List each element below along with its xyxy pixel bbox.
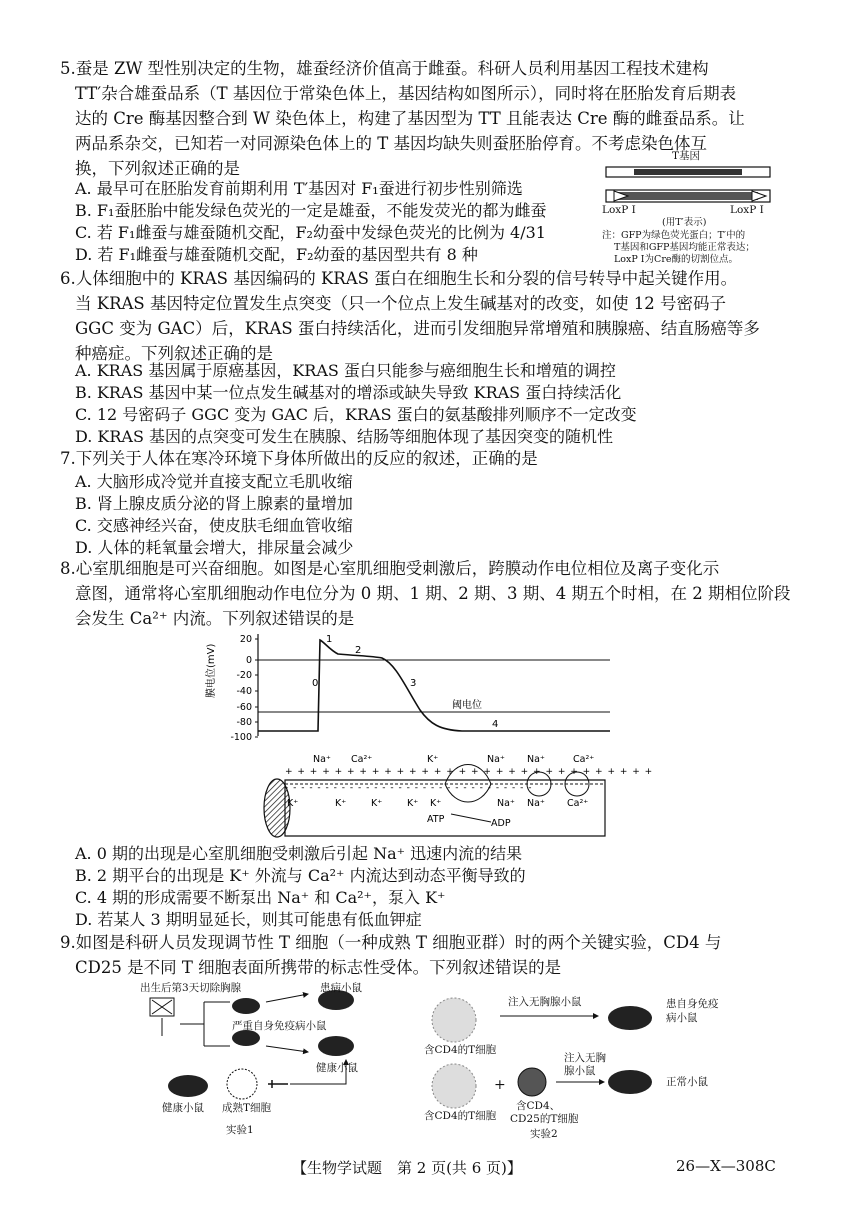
q9-line-2: CD25 是不同 T 细胞表面所携带的标志性受体。下列叙述错误的是 xyxy=(75,958,562,977)
chart-ylabel: 膜电位(mV) xyxy=(206,643,217,698)
ytick-20: 20 xyxy=(239,634,252,645)
exp2-result1-line-a: 患自身免疫 xyxy=(666,998,719,1010)
exp1-drawing xyxy=(140,980,410,1140)
q6-line-3: GGC 变为 GAC）后，KRAS 蛋白持续活化，进而引发细胞异常增殖和胰腺癌、结直肠癌等多 xyxy=(75,319,760,338)
k-ion-label-4: K⁺ xyxy=(407,798,419,809)
experiment-2-figure xyxy=(420,990,750,1140)
k-ion-label-2: K⁺ xyxy=(335,798,347,809)
tcell-dish-icon xyxy=(227,1069,257,1099)
ytick-m100: -100 xyxy=(230,732,252,743)
tgfp-fusion-label: T-GFP融合基因 xyxy=(644,178,711,189)
figure-note-1: 注：GFP为绿色荧光蛋白；T′中的 xyxy=(602,230,746,241)
exp2-cd4-label-1: 含CD4的T细胞 xyxy=(424,1044,497,1056)
phase-4-label: 4 xyxy=(492,719,499,730)
mouse-icon-healthy-left xyxy=(168,1075,208,1097)
exp1-branch xyxy=(180,1002,230,1046)
figure-note-3: LoxP Ⅰ为Cre酶的切割位点。 xyxy=(614,254,738,265)
t-prime-label: (用T′表示) xyxy=(662,217,707,228)
exp1-severe-label: 严重自身免疫病小鼠 xyxy=(232,1020,327,1032)
exp2-plus-sign: + xyxy=(494,1077,506,1093)
q8-option-c: C. 4 期的形成需要不断泵出 Na⁺ 和 Ca²⁺，泵入 K⁺ xyxy=(75,888,446,907)
ca-ion-label-3: Ca²⁺ xyxy=(567,798,589,809)
figure-note-2: T基因和GFP基因均能正常表达； xyxy=(614,242,755,253)
exp2-cd4cd25-line-a: 含CD4、 xyxy=(516,1100,561,1112)
gene-structure-figure xyxy=(600,150,780,265)
mouse-icon-healthy-right xyxy=(318,1036,354,1056)
t-gene-label: T基因 xyxy=(672,150,701,162)
exp2-result2-label: 正常小鼠 xyxy=(666,1076,708,1088)
membrane-minus-row: - - - - - - - - - - - - - - - - - - - - - - - - - - - - - - - xyxy=(285,783,533,793)
q6-option-a: A. KRAS 基因属于原癌基因，KRAS 蛋白只能参与癌细胞生长和增殖的调控 xyxy=(75,361,616,380)
q5-option-b: B. F₁蚕胚胎中能发绿色荧光的一定是雄蚕，不能发荧光的都为雌蚕 xyxy=(75,201,547,220)
action-potential-curve xyxy=(258,640,610,731)
q5-line-3: 达的 Cre 酶基因整合到 W 染色体上，构建了基因型为 TT 且能表达 Cre 酶的雌蚕品系。让 xyxy=(75,109,745,128)
k-ion-label-3: K⁺ xyxy=(371,798,383,809)
phase-1-label: 1 xyxy=(326,634,333,645)
q6-line-1: 6.人体细胞中的 KRAS 基因编码的 KRAS 蛋白在细胞生长和分裂的信号转导中起关键作用。 xyxy=(60,269,738,288)
q6-option-d: D. KRAS 基因的点突变可发生在胰腺、结肠等细胞体现了基因突变的随机性 xyxy=(75,427,614,446)
q8-line-2: 意图，通常将心室肌细胞动作电位分为 0 期、1 期、2 期、3 期、4 期五个时相，在 2 期相位阶段 xyxy=(75,584,791,603)
q6-line-4: 种癌症。下列叙述正确的是 xyxy=(75,344,273,363)
q6-option-c: C. 12 号密码子 GGC 变为 GAC 后，KRAS 蛋白的氨基酸排列顺序不一定改变 xyxy=(75,405,637,424)
mouse-icon-autoimmune xyxy=(608,1006,652,1030)
na-ion-label-5: Na⁺ xyxy=(527,798,545,809)
action-potential-chart xyxy=(200,628,620,743)
cd4-cells-cluster-2 xyxy=(432,1064,476,1108)
ca-ion-label-2: Ca²⁺ xyxy=(573,754,595,765)
q5-line-4: 两品系杂交，已知若一对同源染色体上的 T 基因均缺失则蚕胚胎停育。不考虑染色体互 xyxy=(75,134,707,153)
q7-option-b: B. 肾上腺皮质分泌的肾上腺素的量增加 xyxy=(75,494,353,513)
exp2-inject-label-2a: 注入无胸 xyxy=(564,1052,606,1064)
q6-option-b: B. KRAS 基因中某一位点发生碱基对的增添或缺失导致 KRAS 蛋白持续活化 xyxy=(75,383,622,402)
exp2-cd4-label-2: 含CD4的T细胞 xyxy=(424,1110,497,1122)
q9-line-1: 9.如图是科研人员发现调节性 T 细胞（一种成熟 T 细胞亚群）时的两个关键实验，CD4 与 xyxy=(60,933,722,952)
threshold-label: 阈电位 xyxy=(452,700,482,711)
ytick-m80: -80 xyxy=(236,717,252,728)
exp1-tcells-label: 成熟T细胞 xyxy=(222,1102,272,1114)
cd4-cd25-cells-cluster xyxy=(518,1068,546,1096)
exp1-arrow-upper xyxy=(266,994,308,1002)
k-ion-label-6: K⁺ xyxy=(430,798,442,809)
q8-option-d: D. 若某人 3 期明显延长，则其可能患有低血钾症 xyxy=(75,910,422,929)
mouse-icon-normal xyxy=(608,1070,652,1094)
q5-line-2: TT′杂合雄蚕品系（T 基因位于常染色体上，基因结构如图所示），同时将在胚胎发育后期表 xyxy=(75,84,737,103)
exp2-cd4cd25-line-b: CD25的T细胞 xyxy=(510,1113,579,1125)
exp2-inject-label-1: 注入无胸腺小鼠 xyxy=(508,996,582,1008)
na-ion-label-4: Na⁺ xyxy=(527,754,545,765)
membrane-plus-row: + + + + + + + + + + + + + + + + + + + + + + + + + + + + + + xyxy=(285,767,654,777)
page-footer-center: 【生物学试题 第 2 页(共 6 页)】 xyxy=(292,1159,522,1177)
q6-line-2: 当 KRAS 基因特定位置发生点突变（只一个位点上发生碱基对的改变，如使 12 号密码子 xyxy=(75,294,726,313)
mouse-icon-1 xyxy=(232,998,260,1014)
ca-ion-label-1: Ca²⁺ xyxy=(351,754,373,765)
exp1-healthy-right-label: 健康小鼠 xyxy=(316,1062,358,1074)
exp2-inject-label-2b: 腺小鼠 xyxy=(564,1065,596,1077)
q5-option-d: D. 若 F₁雌蚕与雄蚕随机交配，F₂幼蚕的基因型共有 8 种 xyxy=(75,245,478,264)
loxp-left-label: LoxP Ⅰ xyxy=(602,204,636,216)
membrane-ion-diagram xyxy=(255,748,654,848)
k-ion-label-5: K⁺ xyxy=(427,754,439,765)
ytick-m20: -20 xyxy=(236,670,252,681)
ytick-m40: -40 xyxy=(236,686,252,697)
q5-option-c: C. 若 F₁雌蚕与雄蚕随机交配，F₂幼蚕中发绿色荧光的比例为 4/31 xyxy=(75,223,546,242)
na-ion-label-1: Na⁺ xyxy=(313,754,331,765)
exp1-healthy-left-label: 健康小鼠 xyxy=(162,1102,204,1114)
exp1-thymectomy-label: 出生后第3天切除胸腺 xyxy=(140,982,242,994)
atp-label: ATP xyxy=(427,814,445,825)
phase-2-label: 2 xyxy=(355,645,362,656)
q7-option-d: D. 人体的耗氧量会增大，排尿量会减少 xyxy=(75,538,354,557)
k-ion-label-1: K⁺ xyxy=(287,798,299,809)
na-ion-label-2: Na⁺ xyxy=(487,754,505,765)
q7-option-c: C. 交感神经兴奋，使皮肤毛细血管收缩 xyxy=(75,516,353,535)
q7-line-1: 7.下列关于人体在寒冷环境下身体所做出的反应的叙述，正确的是 xyxy=(60,449,538,468)
exp2-result1-line-b: 病小鼠 xyxy=(666,1012,698,1024)
q5-option-a: A. 最早可在胚胎发育前期利用 T′基因对 F₁蚕进行初步性别筛选 xyxy=(75,179,523,198)
q8-line-1: 8.心室肌细胞是可兴奋细胞。如图是心室肌细胞受刺激后，跨膜动作电位相位及离子变化示 xyxy=(60,559,720,578)
q7-option-a: A. 大脑形成冷觉并直接支配立毛肌收缩 xyxy=(75,472,353,491)
exp2-caption: 实验2 xyxy=(530,1128,558,1140)
ytick-m60: -60 xyxy=(236,702,252,713)
q8-line-3: 会发生 Ca²⁺ 内流。下列叙述错误的是 xyxy=(75,609,355,628)
q8-option-b: B. 2 期平台的出现是 K⁺ 外流与 Ca²⁺ 内流达到动态平衡导致的 xyxy=(75,866,526,885)
syringe-icon xyxy=(268,1080,288,1088)
phase-3-label: 3 xyxy=(410,678,417,689)
page-footer-code: 26—X—308C xyxy=(676,1157,776,1175)
experiment-1-figure xyxy=(140,980,410,1140)
na-ion-label-3: Na⁺ xyxy=(497,798,515,809)
q5-line-5: 换，下列叙述正确的是 xyxy=(75,159,240,178)
exp1-sick-label: 患病小鼠 xyxy=(320,982,362,994)
y-ticks xyxy=(230,634,258,743)
cd4-cells-cluster-1 xyxy=(432,998,476,1042)
loxp-right-label: LoxP Ⅰ xyxy=(730,204,764,216)
exp1-arrow-lower xyxy=(266,1046,308,1052)
q8-option-a: A. 0 期的出现是心室肌细胞受刺激后引起 Na⁺ 迅速内流的结果 xyxy=(75,844,523,863)
exp1-caption: 实验1 xyxy=(226,1124,254,1136)
phase-0-label: 0 xyxy=(312,678,319,689)
ytick-0: 0 xyxy=(245,655,252,666)
adp-label: ADP xyxy=(491,818,511,829)
q5-line-1: 5.蚕是 ZW 型性别决定的生物，雄蚕经济价值高于雌蚕。科研人员利用基因工程技术建构 xyxy=(60,59,709,78)
